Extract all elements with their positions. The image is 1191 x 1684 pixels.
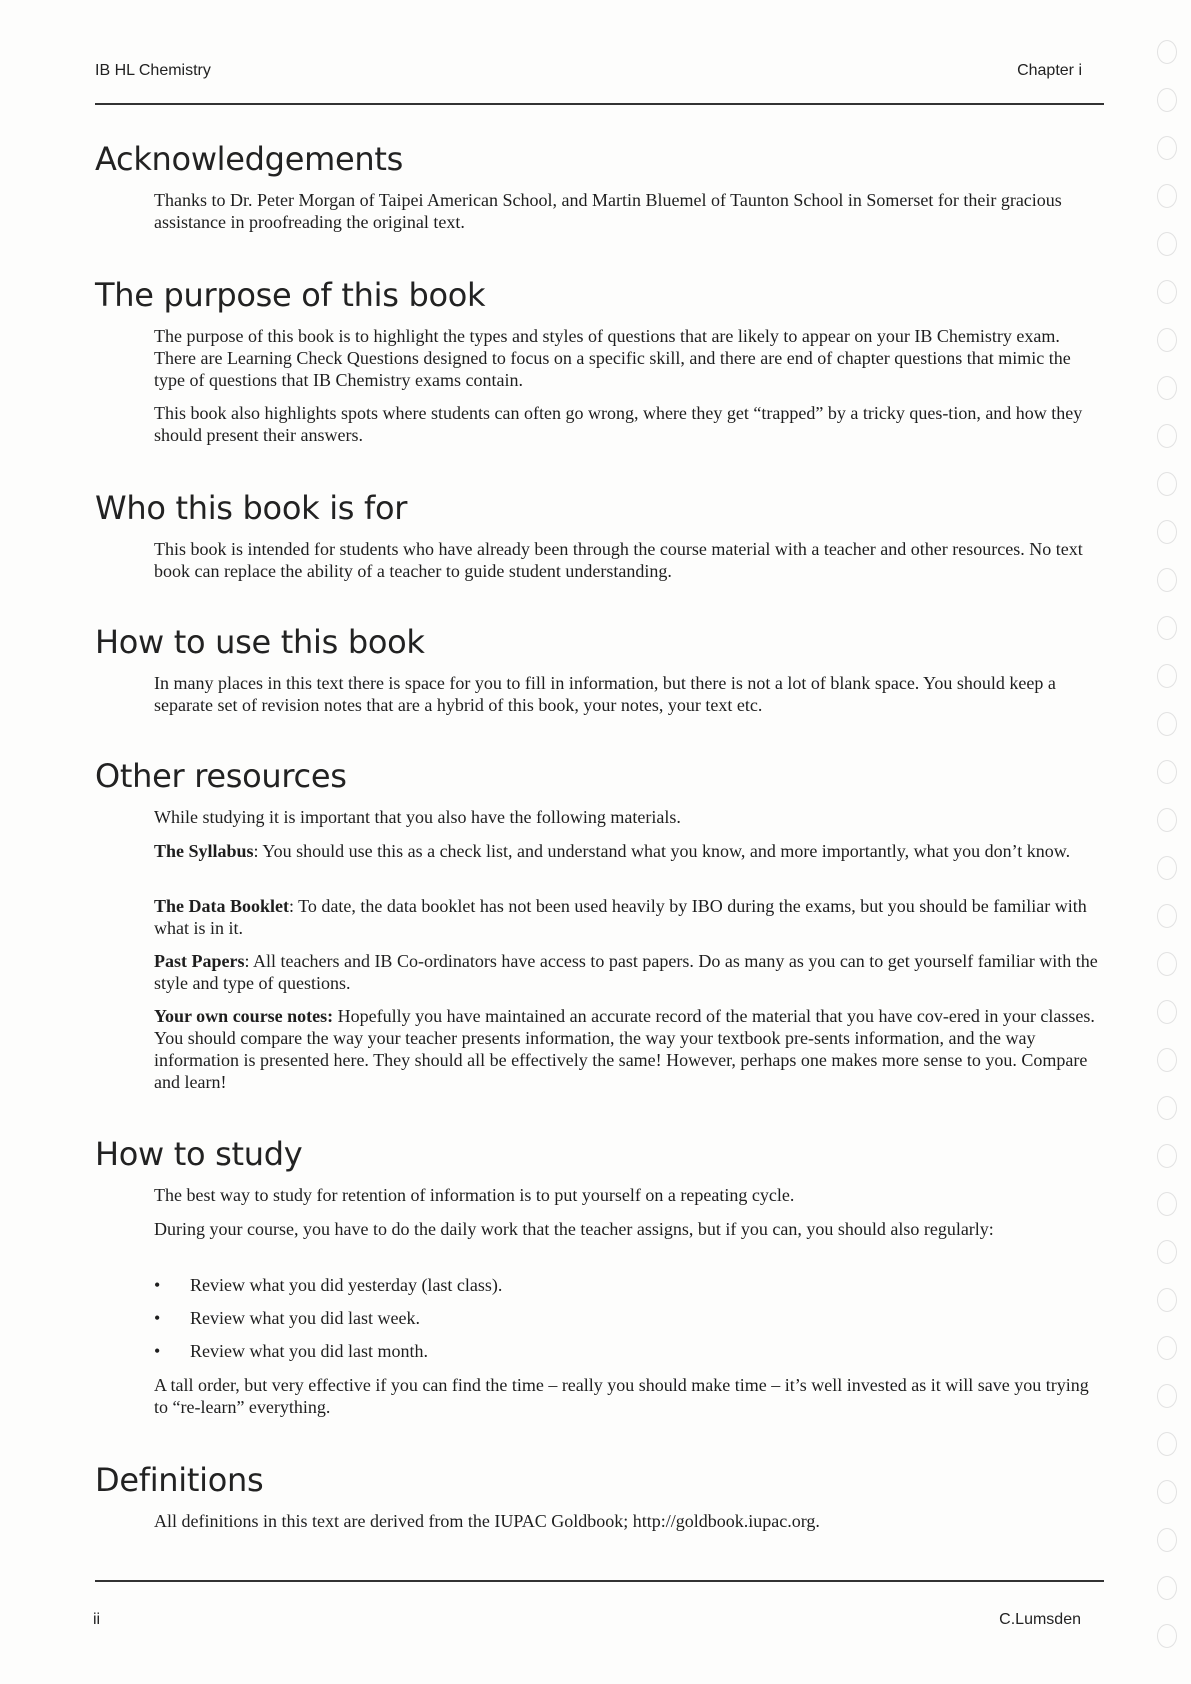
heading-definitions: Definitions xyxy=(95,1461,264,1499)
heading-how-to-use: How to use this book xyxy=(95,623,425,661)
heading-purpose: The purpose of this book xyxy=(95,276,486,314)
definitions-paragraph: All definitions in this text are derived from the IUPAC Goldbook; http://goldbook.iupac.org. xyxy=(154,1511,820,1531)
header-chapter: Chapter i xyxy=(1017,62,1082,79)
binding-hole-icon xyxy=(1157,376,1177,400)
binding-hole-icon xyxy=(1157,1384,1177,1408)
resource-item-course-notes xyxy=(154,1005,1104,1093)
binding-hole-icon xyxy=(1157,568,1177,592)
how-to-use-paragraph: In many places in this text there is space for you to fill in information, but there is not a lot of blank space. You should keep a separate set of revision notes that are a hybrid of this book, your notes, your text etc. xyxy=(154,673,1056,715)
resource-term: The Syllabus xyxy=(154,841,254,861)
heading-who: Who this book is for xyxy=(95,489,408,527)
list-item-text: Review what you did last week. xyxy=(190,1308,420,1328)
binding-hole-icon xyxy=(1157,760,1177,784)
bullet-icon: • xyxy=(154,1341,161,1361)
binding-hole-icon xyxy=(1157,1528,1177,1552)
binding-hole-icon xyxy=(1157,232,1177,256)
binding-hole-icon xyxy=(1157,856,1177,880)
resource-item-past-papers xyxy=(154,950,1104,994)
binding-hole-icon xyxy=(1157,280,1177,304)
list-item-text: Review what you did last month. xyxy=(190,1341,428,1361)
binding-hole-icon xyxy=(1157,184,1177,208)
heading-how-to-study: How to study xyxy=(95,1135,303,1173)
purpose-paragraph-1: The purpose of this book is to highlight the types and styles of questions that are likely to appear on your IB Chemistry exam. There are Learning Check Questions designed to focus on a specific skill, and there are end of chapter questions that mimic the type of questions that IB Chemistry exams contain. xyxy=(154,326,1071,390)
binding-hole-icon xyxy=(1157,472,1177,496)
resource-text: : You should use this as a check list, and understand what you know, and more importantly, what you don’t know. xyxy=(253,841,1071,861)
who-paragraph: This book is intended for students who have already been through the course material with a teacher and other resources. No text book can replace the ability of a teacher to guide student understanding. xyxy=(154,539,1083,581)
resource-text: : All teachers and IB Co-ordinators have access to past papers. Do as many as you can to get yourself familiar with the style and type of questions. xyxy=(154,951,1098,993)
binding-hole-icon xyxy=(1157,712,1177,736)
binding-hole-icon xyxy=(1157,904,1177,928)
page-number: ii xyxy=(93,1611,101,1628)
binding-hole-icon xyxy=(1157,1576,1177,1600)
header-rule xyxy=(95,103,1104,105)
binding-hole-icon xyxy=(1157,88,1177,112)
binding-hole-icon xyxy=(1157,328,1177,352)
binding-hole-icon xyxy=(1157,1192,1177,1216)
resource-term: Past Papers xyxy=(154,951,245,971)
footer-rule xyxy=(95,1580,1104,1582)
other-resources-intro: While studying it is important that you also have the following materials. xyxy=(154,807,681,827)
bullet-icon: • xyxy=(154,1308,161,1328)
resource-text: : To date, the data booklet has not been used heavily by IBO during the exams, but you should be familiar with what is in it. xyxy=(154,896,1087,938)
binding-hole-icon xyxy=(1157,1240,1177,1264)
binding-hole-icon xyxy=(1157,616,1177,640)
binding-hole-icon xyxy=(1157,1288,1177,1312)
how-to-study-paragraph-1: The best way to study for retention of information is to put yourself on a repeating cycle. xyxy=(154,1185,795,1205)
resource-item-syllabus xyxy=(154,840,1104,862)
binding-hole-icon xyxy=(1157,1336,1177,1360)
binding-hole-icon xyxy=(1157,1144,1177,1168)
binding-holes xyxy=(1155,30,1185,1670)
binding-hole-icon xyxy=(1157,664,1177,688)
how-to-study-paragraph-2: During your course, you have to do the daily work that the teacher assigns, but if you can, you should also regularly: xyxy=(154,1219,994,1239)
binding-hole-icon xyxy=(1157,1000,1177,1024)
purpose-paragraph-2: This book also highlights spots where students can often go wrong, where they get “trapped” by a tricky ques-tion, and how they should present their answers. xyxy=(154,403,1083,445)
heading-other-resources: Other resources xyxy=(95,757,347,795)
acknowledgements-paragraph: Thanks to Dr. Peter Morgan of Taipei American School, and Martin Bluemel of Taunton School in Somerset for their gracious assistance in proofreading the original text. xyxy=(154,190,1062,232)
binding-hole-icon xyxy=(1157,520,1177,544)
binding-hole-icon xyxy=(1157,808,1177,832)
bullet-icon: • xyxy=(154,1275,161,1295)
binding-hole-icon xyxy=(1157,40,1177,64)
resource-item-data-booklet xyxy=(154,895,1104,939)
binding-hole-icon xyxy=(1157,1432,1177,1456)
binding-hole-icon xyxy=(1157,1096,1177,1120)
binding-hole-icon xyxy=(1157,136,1177,160)
how-to-study-paragraph-3: A tall order, but very effective if you can find the time – really you should make time – it’s well invested as it will save you trying to “re-learn” everything. xyxy=(154,1375,1089,1417)
binding-hole-icon xyxy=(1157,1624,1177,1648)
resource-term: Your own course notes: xyxy=(154,1006,334,1026)
binding-hole-icon xyxy=(1157,952,1177,976)
resource-text: Hopefully you have maintained an accurate record of the material that you have cov-ered in your classes. You should compare the way your teacher presents information, the way your textbook pre-sents information, and the way information is presented here. They should all be effectively the same! However, perhaps one makes more sense to you. Compare and learn! xyxy=(154,1006,1095,1092)
footer-author: C.Lumsden xyxy=(999,1611,1081,1628)
binding-hole-icon xyxy=(1157,1048,1177,1072)
binding-hole-icon xyxy=(1157,1480,1177,1504)
list-item-text: Review what you did yesterday (last class). xyxy=(190,1275,503,1295)
resource-term: The Data Booklet xyxy=(154,896,289,916)
binding-hole-icon xyxy=(1157,424,1177,448)
header-book-title: IB HL Chemistry xyxy=(95,62,211,79)
heading-acknowledgements: Acknowledgements xyxy=(95,140,403,178)
